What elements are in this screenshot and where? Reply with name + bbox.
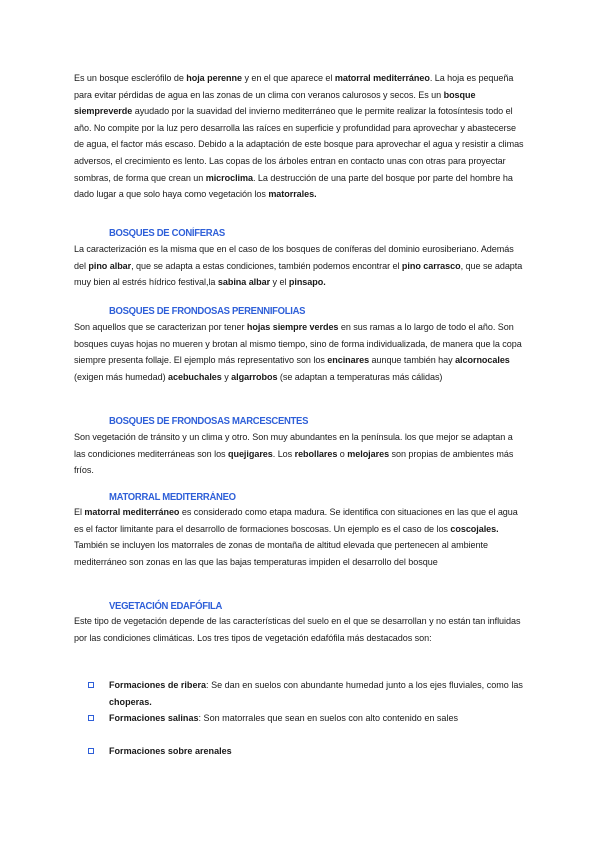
perennifolias-text: aunque también hay bbox=[369, 355, 456, 366]
square-bullet-icon bbox=[88, 682, 94, 688]
marcescentes-bold: quejigares bbox=[228, 448, 273, 459]
list-item-bold: Formaciones sobre arenales bbox=[109, 746, 232, 757]
heading-marcescentes: BOSQUES DE FRONDOSAS MARCESCENTES bbox=[109, 415, 309, 428]
coniferas-text: La caracterización es la misma que en el caso de los bosques de coníferas del dominio eurosiberiano. Además del bbox=[74, 244, 514, 271]
list-item-bold: choperas. bbox=[109, 696, 152, 707]
intro-text: ayudado por la suavidad del invierno mediterráneo que le permite realizar la fotosíntesis todo el año. No compite por la luz pero desarrolla las raíces en superficie y profundidad para aprovechar y abastecerse de agua, el factor más escaso. Debido a la adaptación de este bosque para aprovechar el agua y resistir a climas adversos, el crecimiento es lento. Las copas de los árboles entran en contacto unas con otras para proyectar sombras, de forma que crean un bbox=[74, 106, 524, 183]
coniferas-bold: pinsapo. bbox=[288, 277, 326, 288]
intro-text: . La destrucción de una parte del bosque por parte del hombre ha dado lugar a que solo haya como vegetación los bbox=[74, 172, 513, 200]
list-item-text: : Son matorrales que sean en suelos con alto contenido en sales bbox=[198, 713, 459, 724]
perennifolias-bold: algarrobos bbox=[231, 371, 278, 382]
heading-matorral: MATORRAL MEDITERRÁNEO bbox=[109, 491, 236, 504]
perennifolias-paragraph bbox=[74, 319, 526, 385]
intro-bold: matorral mediterráneo bbox=[334, 73, 430, 83]
heading-coniferas: BOSQUES DE CONÍFERAS bbox=[109, 227, 225, 240]
coniferas-bold: pino albar bbox=[88, 260, 132, 271]
marcescentes-text: Son vegetación de tránsito y un clima y otro. Son muy abundantes en la península. los que mejor se adaptan a las condiciones mediterráneas son los bbox=[74, 432, 513, 459]
coniferas-bold: pino carrasco bbox=[401, 260, 461, 271]
matorral-text: El bbox=[74, 507, 85, 517]
coniferas-text: , que se adapta a estas condiciones, también podemos encontrar el bbox=[131, 260, 402, 271]
matorral-bold: matorral mediterráneo bbox=[84, 507, 180, 517]
coniferas-text: y el bbox=[270, 277, 289, 288]
marcescentes-bold: rebollares bbox=[294, 448, 338, 459]
coniferas-text: , que se adapta muy bien al estrés hídrico festival,la bbox=[74, 260, 523, 288]
intro-text: Es un bosque esclerófilo de bbox=[74, 73, 187, 83]
list-item-bold: Formaciones salinas bbox=[109, 713, 199, 724]
perennifolias-text: (se adaptan a temperaturas más cálidas) bbox=[277, 371, 443, 382]
matorral-bold: coscojales. bbox=[450, 523, 499, 534]
intro-text: . La hoja es pequeña para evitar pérdidas de agua en las zonas de un clima con veranos calurosos y secos. Es un bbox=[74, 73, 514, 100]
intro-bold: hoja perenne bbox=[186, 73, 242, 83]
heading-edafofila: VEGETACIÓN EDAFÓFILA bbox=[109, 600, 223, 613]
list-item bbox=[88, 677, 528, 710]
perennifolias-text: (exigen más humedad) bbox=[74, 371, 168, 382]
intro-text: y en el que aparece el bbox=[241, 73, 335, 83]
square-bullet-icon bbox=[88, 715, 94, 721]
heading-perennifolias: BOSQUES DE FRONDOSAS PERENNIFOLIAS bbox=[109, 305, 306, 318]
list-item-bold: Formaciones de ribera bbox=[109, 680, 207, 690]
perennifolias-text: en sus ramas a lo largo de todo el año. Son bosques cuyas hojas no mueren y brotan al mismo tiempo, sino de forma individualizada, de manera que la copa siempre presenta follaje. El ejemplo más representativo son los bbox=[74, 322, 522, 366]
marcescentes-text: . Los bbox=[272, 448, 295, 459]
marcescentes-text: son propias de ambientes más fríos. bbox=[74, 448, 514, 476]
matorral-paragraph bbox=[74, 504, 526, 570]
edafofila-text: Este tipo de vegetación depende de las características del suelo en el que se desarrollan y no están tan influidas por las condiciones climáticas. Los tres tipos de vegetación edafófila más destacados son: bbox=[74, 616, 521, 643]
perennifolias-bold: hojas siempre verdes bbox=[246, 322, 339, 332]
intro-bold: bosque siempreverde bbox=[74, 89, 476, 117]
marcescentes-text: o bbox=[337, 448, 348, 459]
list-item bbox=[88, 743, 528, 760]
perennifolias-bold: acebuchales bbox=[168, 371, 222, 382]
perennifolias-bold: encinares bbox=[327, 355, 370, 366]
coniferas-paragraph bbox=[74, 241, 526, 291]
matorral-text: También se incluyen los matorrales de zonas de montaña de altitud elevada que pertenecen al ambiente mediterráneo son zonas en las que las bajas temperaturas impiden el desarrollo del bosque bbox=[74, 540, 488, 567]
edafofila-paragraph bbox=[74, 613, 526, 646]
edafofila-bullet-list bbox=[88, 677, 528, 760]
square-bullet-icon bbox=[88, 748, 94, 754]
coniferas-bold: sabina albar bbox=[217, 277, 271, 288]
list-item bbox=[88, 710, 528, 727]
marcescentes-bold: melojares bbox=[347, 448, 390, 459]
list-item-text: : Se dan en suelos con abundante humedad junto a los ejes fluviales, como las bbox=[206, 680, 523, 690]
marcescentes-paragraph bbox=[74, 429, 526, 479]
matorral-text: es considerado como etapa madura. Se identifica con situaciones en las que el agua es el factor limitante para el desarrollo de formaciones boscosas. Un ejemplo es el caso de los bbox=[74, 507, 518, 534]
perennifolias-text: Son aquellos que se caracterizan por tener bbox=[74, 322, 247, 332]
intro-bold: matorrales. bbox=[268, 189, 317, 200]
perennifolias-bold: alcornocales bbox=[455, 355, 510, 366]
intro-paragraph bbox=[74, 70, 526, 203]
intro-bold: microclima bbox=[205, 172, 253, 183]
perennifolias-text: y bbox=[221, 371, 232, 382]
